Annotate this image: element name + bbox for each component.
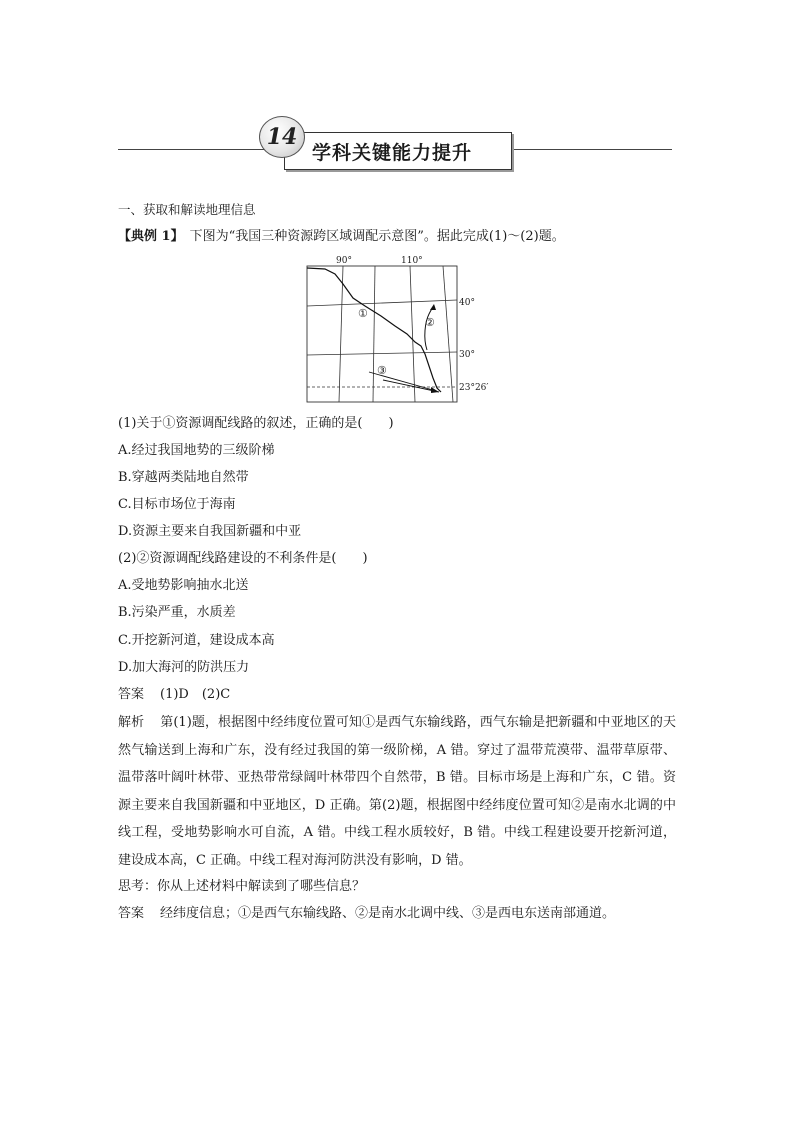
route-label-2: ② [425,316,435,329]
answer-text: (1)D (2)C [160,687,231,702]
resource-route-map [303,254,503,406]
chapter-number: 14 [266,124,298,150]
lon-label-110: 110° [401,256,423,266]
route-3-arrow [431,387,439,393]
q2-option-a: A.受地势影响抽水北送 [118,578,249,593]
answer2-line [118,904,615,924]
meridian-90 [339,266,343,402]
answer-label: 答案 [118,687,145,702]
meridian-100 [373,266,375,402]
lat-label-30: 30° [459,350,475,360]
parallel-40 [307,300,457,306]
lon-label-90: 90° [336,256,352,266]
q2-option-b: B.污染严重，水质差 [118,605,236,620]
q2-stem: (2)②资源调配线路建设的不利条件是( ) [118,551,368,566]
analysis-text: 第(1)题，根据图中经纬度位置可知①是西气东输线路，西气东输是把新疆和中亚地区的天然气输送到上海和广东，没有经过我国的第一级阶梯，A 错。穿过了温带荒漠带、温带草原带、温带落叶阔叶林带、亚热带常绿阔叶林带四个自然带，B 错。目标市场是上海和广东，C 错。资源主要来自我国新疆和中亚地区，D 正确。第(2)题，根据图中经纬度位置可知②是南水北调的中线工程，受地势影响水可自流，A 错。中线工程水质较好，B 错。中线工程建设要开挖新河道，建设成本高，C 正确。中线工程对海河防洪没有影响，D 错。 [118,715,676,868]
lat-label-40: 40° [459,298,475,308]
lat-label-tropic: 23°26′ [459,383,489,393]
section-title: 一、获取和解读地理信息 [118,202,256,217]
example-prompt: 下图为“我国三种资源跨区域调配示意图”。据此完成(1)～(2)题。 [189,229,565,244]
meridian-120 [443,266,453,402]
meridian-110 [410,266,415,402]
answer-line [118,685,230,705]
q2-option-c: C.开挖新河道，建设成本高 [118,633,275,648]
page-title: 学科关键能力提升 [312,142,473,164]
q1-option-c: C.目标市场位于海南 [118,497,236,512]
q2-option-d: D.加大海河的防洪压力 [118,660,250,675]
analysis-paragraph [118,709,676,874]
q1-stem: (1)关于①资源调配线路的叙述，正确的是( ) [118,416,394,431]
route-label-1: ① [358,307,368,320]
map-svg [303,254,503,406]
q1-option-b: B.穿越两类陆地自然带 [118,470,249,485]
route-2-arrow [430,304,436,310]
header-rule-right [510,149,672,150]
route-3-line-b [383,380,439,392]
q1-option-d: D.资源主要来自我国新疆和中亚 [118,524,302,539]
parallel-30 [307,352,457,355]
header-rule-left [118,149,278,150]
answer2-text: 经纬度信息；①是西气东输线路、②是南水北调中线、③是西电东送南部通道。 [160,906,616,921]
chapter-number-badge [259,116,305,158]
example-tag: 【典例 1】 [118,229,184,244]
analysis-label: 解析 [118,715,145,730]
route-label-3: ③ [377,364,387,377]
answer2-label: 答案 [118,906,145,921]
q1-option-a: A.经过我国地势的三级阶梯 [118,443,275,458]
example-intro [118,227,565,247]
think-question: 思考：你从上述材料中解读到了哪些信息？ [118,879,366,894]
